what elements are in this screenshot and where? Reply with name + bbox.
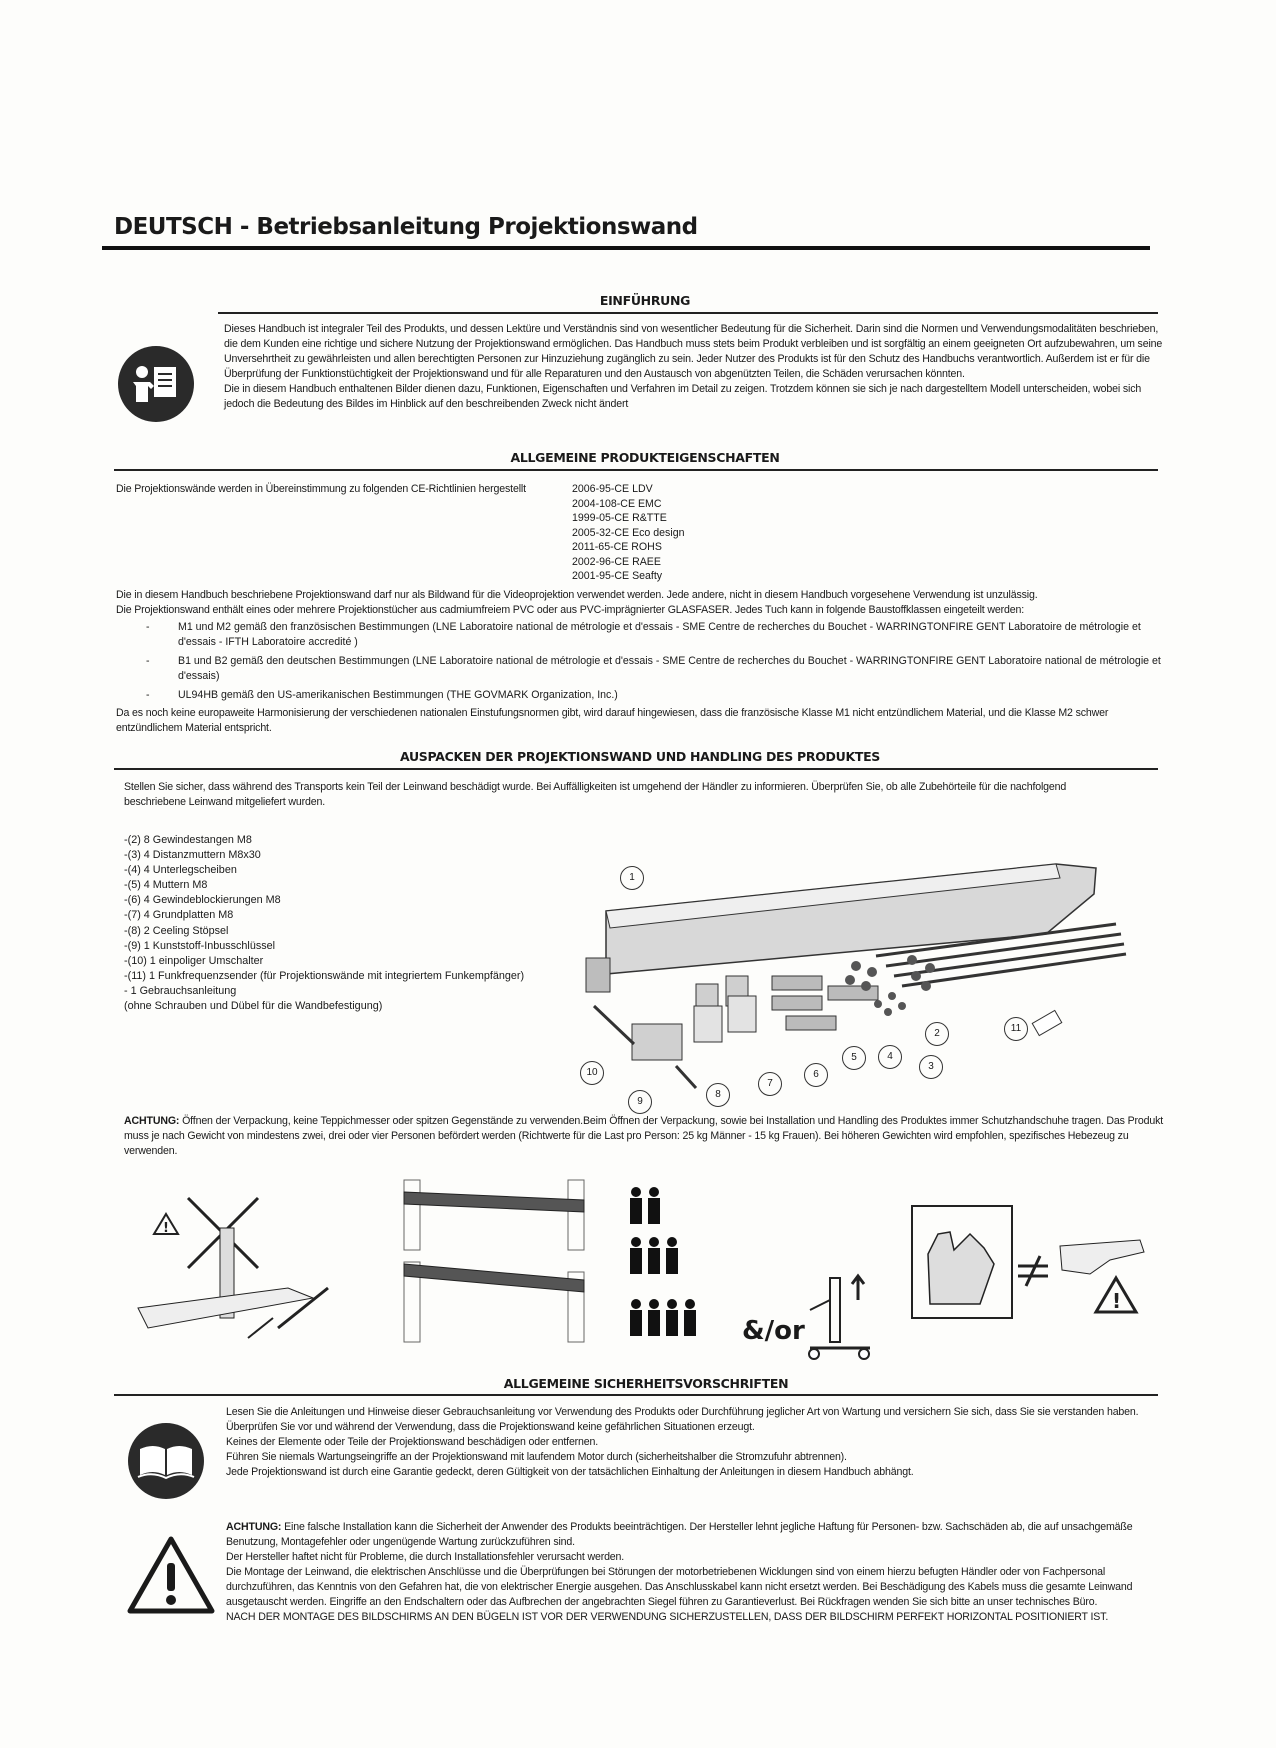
ce-directive: 2011-65-CE ROHS (572, 541, 662, 553)
callout-11: 11 (1004, 1017, 1028, 1041)
svg-text:!: ! (163, 1221, 169, 1236)
safety-heading: ALLGEMEINE SICHERHEITSVORSCHRIFTEN (503, 1376, 789, 1391)
fabric-class-text: M1 und M2 gemäß den französischen Bestimmungen (LNE Laboratoire national de métrologie et d'essais - SME Centre de recherches du Bouchet - WARRINGTONFIRE GENT Laboratoire de métrologie et d'essais - IFTH Laboratoire accredité ) (178, 621, 1141, 648)
lifting-device-icon (800, 1270, 880, 1362)
page-title: DEUTSCH - Betriebsanleitung Projektionswand (114, 214, 698, 240)
list-item: - M1 und M2 gemäß den französischen Bestimmungen (LNE Laboratoire national de métrologie et d'essais - SME Centre de recherches du Bouchet - WARRINGTONFIRE GENT Laboratoire de métrologie et d'essais - IFTH Laboratoire accredité ) (146, 621, 1141, 648)
list-item: -(4) 4 Unterlegscheiben (124, 864, 237, 877)
svg-text:!: ! (1112, 1289, 1122, 1313)
callout-6: 6 (804, 1063, 828, 1087)
warning-triangle-icon (126, 1533, 216, 1615)
unpacking-rule (114, 768, 1158, 770)
classes-note: Da es noch keine europaweite Harmonisierung der verschiedenen nationalen Einstufungsnormen gibt, wird darauf hingewiesen, dass die französische Klasse M1 nicht entzündlichem Material, und die Klasse M2 schwer entzündlichem Material entspricht. (116, 707, 1109, 734)
warning-label: ACHTUNG: (124, 1115, 180, 1127)
usage-line: Die in diesem Handbuch beschriebene Projektionswand darf nur als Bildwand für die Videoprojektion verwendet werden. Jede andere, nicht in diesem Handbuch vorgesehene Verwendung ist unzulässig. (116, 589, 1038, 601)
list-item: -(9) 1 Kunststoff-Inbusschlüssel (124, 939, 276, 952)
ce-directive: 2002-96-CE RAEE (572, 555, 661, 568)
list-item: (ohne Schrauben und Dübel für die Wandbefestigung) (124, 1000, 383, 1013)
ce-directive: 2004-108-CE EMC (572, 497, 662, 510)
list-item: -(7) 4 Grundplatten M8 (124, 909, 234, 922)
callout-3: 3 (919, 1055, 943, 1079)
list-item: -(10) 1 einpoliger Umschalter (124, 954, 264, 967)
persons-count-illustration (626, 1186, 722, 1346)
warning-line: NACH DER MONTAGE DES BILDSCHIRMS AN DEN BÜGELN IST VOR DER VERWENDUNG SICHERZUSTELLEN, DASS DER BILDSCHIRM PERFEKT HORIZONTAL POSITIONIERT IST. (226, 1611, 1109, 1623)
fabric-classes-list (116, 620, 1174, 703)
manual-reading-person-icon (118, 346, 194, 422)
list-item: -(6) 4 Gewindeblockierungen M8 (124, 894, 281, 907)
callout-7: 7 (758, 1072, 782, 1096)
list-item: -(2) 8 Gewindestangen M8 (124, 834, 252, 846)
list-item: -(3) 4 Distanzmuttern M8x30 (124, 849, 261, 862)
callout-8: 8 (706, 1083, 730, 1107)
unpacking-heading: AUSPACKEN DER PROJEKTIONSWAND UND HANDLING DES PRODUKTES (399, 749, 881, 764)
warning-line: Der Hersteller haftet nicht für Probleme, die durch Installationsfehler verursacht werden. (226, 1551, 625, 1563)
fabric-class-text: B1 und B2 gemäß den deutschen Bestimmungen (LNE Laboratoire national de métrologie et d'essais - SME Centre de recherches du Bouchet - WARRINGTONFIRE GENT Laboratoire national de métrologie et d'essais) (178, 655, 1161, 682)
properties-intro-line: Die Projektionswände werden in Übereinstimmung zu folgenden CE-Richtlinien hergestellt (116, 483, 526, 495)
list-item: - 1 Gebrauchsanleitung (124, 984, 237, 997)
unpacking-check-text: Stellen Sie sicher, dass während des Transports kein Teil der Leinwand beschädigt wurde. Bei Auffälligkeiten ist umgehend der Händler zu informieren. Überprüfen Sie, ob alle Zubehörteile für die nachfolgend beschriebene Leinwand mitgeliefert wurden. (124, 781, 1067, 808)
intro-paragraph-1: Dieses Handbuch ist integraler Teil des Produkts, und dessen Lektüre und Verständnis sind von wesentlicher Bedeutung für die Sicherheit. Darin sind die Normen und Verwendungsmodalitäten beschrieben, die dem Kunden eine richtige und sichere Nutzung der Projektionswand ermöglichen. Das Handbuch muss stets beim Produkt verbleiben und ist sorgfältig an einem geeigneten Ort aufzubewahren, um seine Unversehrtheit zu gewährleisten und allen berechtigten Personen zur Hinzuziehung zugänglich zu sein. Jeder Nutzer des Produkts ist für den Schutz des Handbuchs verantwortlich. Außerdem ist er für die Überprüfung der Funktionstüchtigkeit der Projektionswand und für alle Reparaturen und den Austausch von abgenützten Teilen, die Schäden verursachen könnten. (224, 323, 1163, 380)
safety-line: Keines der Elemente oder Teile der Projektionswand beschädigen oder entfernen. (226, 1436, 599, 1448)
book-icon (128, 1423, 204, 1499)
safety-rule (114, 1394, 1158, 1396)
intro-paragraph-2: Die in diesem Handbuch enthaltenen Bilder dienen dazu, Funktionen, Eigenschaften und Verfahren im Detail zu zeigen. Trotzdem können sie sich je nach dargestelltem Modell unterscheiden, wobei sich jedoch die Bedeutung des Bildes im Hinblick auf den beschreibenden Zweck nicht ändert (224, 383, 1142, 410)
list-item: -(11) 1 Funkfrequenzsender (für Projektionswände mit integriertem Funkempfänger) (124, 969, 525, 982)
fabric-class-text: UL94HB gemäß den US-amerikanischen Bestimmungen (THE GOVMARK Organization, Inc.) (178, 689, 618, 701)
safety-line: Überprüfen Sie vor und während der Verwendung, dass die Projektionswand keine gefährlichen Situationen erzeugt. (226, 1421, 755, 1433)
callout-10: 10 (580, 1061, 604, 1085)
list-item: - B1 und B2 gemäß den deutschen Bestimmungen (LNE Laboratoire national de métrologie et d'essais - SME Centre de recherches du Bouchet - WARRINGTONFIRE GENT Laboratoire national de métrologie et d'essais) (146, 655, 1161, 682)
ce-directive: 2001-95-CE Seafty (572, 570, 663, 582)
no-vertical-drop-illustration (128, 1188, 338, 1348)
handling-warning (124, 1114, 1174, 1159)
safety-line: Jede Projektionswand ist durch eine Garantie gedeckt, deren Gültigkeit von der tatsächlichen Einhaltung der Anleitungen in diesem Handbuch abhängt. (226, 1466, 914, 1478)
warning-label: ACHTUNG: (226, 1521, 282, 1533)
warning-text: Öffnen der Verpackung, keine Teppichmesser oder spitzen Gegenstände zu verwenden.Beim Öffnen der Verpackung, sowie bei Installation und Handling des Produktes immer Schutzhandschuhe tragen. Das Produkt muss je nach Gewicht von mindestens zwei, drei oder vier Personen befördert werden (Richtwerte für die Last pro Person: 25 kg Männer - 15 kg Frauen). Bei höheren Gewichten wird empfohlen, spezifisches Hebezeug zu verwenden. (124, 1115, 1164, 1157)
properties-heading: ALLGEMEINE PRODUKTEIGENSCHAFTEN (510, 450, 780, 465)
ce-directive: 2006-95-CE LDV (572, 483, 653, 495)
list-item: -(8) 2 Ceeling Stöpsel (124, 924, 229, 937)
ce-directives-list (572, 482, 684, 584)
two-person-carry-illustration (396, 1176, 592, 1346)
intro-rule (218, 312, 1158, 314)
warning-text: Eine falsche Installation kann die Sicherheit der Anwender des Produkts beeinträchtigen. Der Hersteller lehnt jegliche Haftung für Personen- bzw. Sachschäden ab, die auf unsachgemäße Benutzung, Montagefehler oder ungenügende Wartung zurückzuführen sind. (226, 1521, 1133, 1548)
properties-rule (114, 469, 1158, 471)
safety-line: Führen Sie niemals Wartungseingriffe an der Projektionswand mit laufendem Motor durch (sicherheitshalber die Stromzufuhr abtrennen). (226, 1451, 847, 1463)
intro-heading: EINFÜHRUNG (599, 293, 691, 308)
properties-usage (116, 588, 1166, 618)
list-item: - UL94HB gemäß den US-amerikanischen Bestimmungen (THE GOVMARK Organization, Inc.) (146, 689, 618, 701)
safety-rules-text (226, 1405, 1166, 1480)
safety-line: Lesen Sie die Anleitungen und Hinweise dieser Gebrauchsanleitung vor Verwendung des Produkts oder Durchführung jeglicher Art von Wartung und versichern Sie sich, dass Sie sie verstanden haben. (226, 1406, 1139, 1418)
parts-list (124, 833, 524, 1014)
callout-4: 4 (878, 1045, 902, 1069)
title-rule (102, 246, 1150, 250)
callout-2: 2 (925, 1022, 949, 1046)
callout-5: 5 (842, 1046, 866, 1070)
gloves-required-illustration (910, 1204, 1164, 1324)
intro-text (224, 322, 1164, 412)
and-or-label: &/or (742, 1316, 805, 1346)
callout-9: 9 (628, 1090, 652, 1114)
list-item: -(5) 4 Muttern M8 (124, 879, 208, 892)
callout-1: 1 (620, 866, 644, 890)
warning-line: Die Montage der Leinwand, die elektrischen Anschlüsse und die Überprüfungen bei Störungen der motorbetriebenen Wicklungen sind von einem hierzu befugten Händler oder von Fachpersonal durchzuführen, das Kenntnis von den Gefahren hat, die von elektrischer Energie ausgehen. Das Anschlusskabel kann nicht ersetzt werden. Bei Beschädigung des Kabels muss die gesamte Leinwand ausgetauscht werden. Eingriffe an den Endschaltern oder das Aufbrechen der angebrachten Siegel führen zu Garantieverlust. Bei Rückfragen wenden Sie sich bitte an unser technisches Büro. (226, 1566, 1133, 1608)
fabric-line: Die Projektionswand enthält eines oder mehrere Projektionstücher aus cadmiumfreiem PVC oder aus PVC-imprägnierter GLASFASER. Jedes Tuch kann in folgende Baustoffklassen eingeteilt werden: (116, 604, 1025, 616)
ce-directive: 2005-32-CE Eco design (572, 526, 685, 539)
safety-warning-text (226, 1520, 1166, 1625)
ce-directive: 1999-05-CE R&TTE (572, 512, 667, 524)
